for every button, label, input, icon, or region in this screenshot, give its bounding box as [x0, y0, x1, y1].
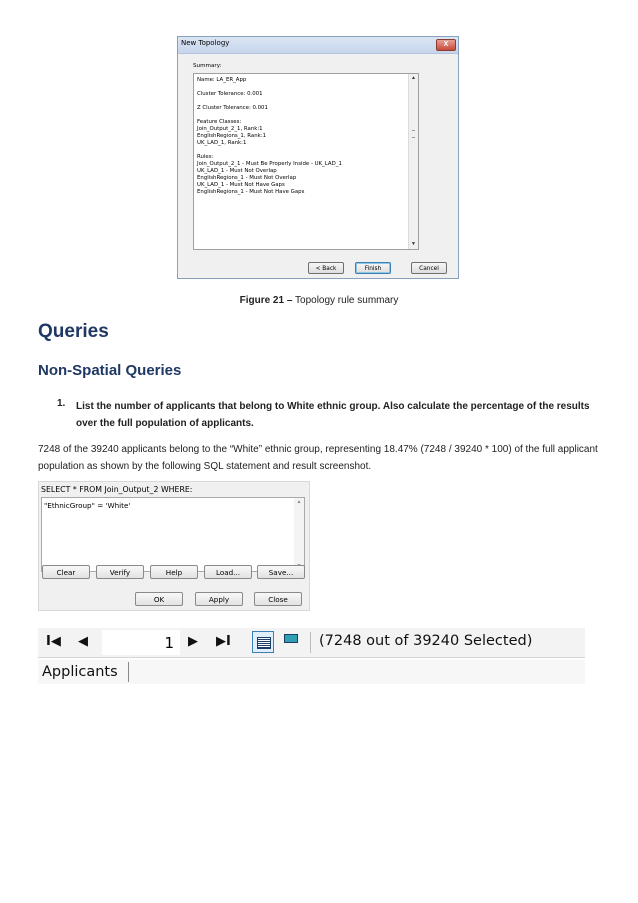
verify-button[interactable]: Verify — [96, 565, 144, 579]
table-all-icon — [257, 637, 271, 649]
summary-line: Join_Output_2_1 - Must Be Properly Inside - UK_LAD_1 — [197, 161, 342, 167]
apply-button[interactable]: Apply — [195, 592, 243, 606]
question-number: 1. — [57, 398, 66, 409]
summary-line: Cluster Tolerance: 0.001 — [197, 91, 263, 97]
summary-text — [197, 77, 403, 196]
heading-non-spatial-queries: Non-Spatial Queries — [38, 362, 182, 379]
summary-textbox[interactable] — [193, 73, 419, 250]
table-navigation-bar — [38, 628, 585, 658]
summary-line: EnglishRegions_1 - Must Not Have Gaps — [197, 189, 305, 195]
last-record-icon[interactable]: ▶I — [216, 634, 231, 649]
record-number: 1 — [164, 634, 174, 652]
query-header: SELECT * FROM Join_Output_2 WHERE: — [41, 485, 193, 494]
cancel-button[interactable]: Cancel — [411, 262, 447, 274]
first-record-icon[interactable]: I◀ — [46, 634, 61, 649]
summary-label: Summary: — [193, 63, 222, 69]
selection-count: (7248 out of 39240 Selected) — [319, 633, 533, 649]
dialog-titlebar — [178, 37, 458, 54]
finish-button[interactable]: Finish — [355, 262, 391, 274]
back-button[interactable]: < Back — [308, 262, 344, 274]
table-selected-icon — [284, 634, 298, 643]
summary-line: Feature Classes: — [197, 119, 242, 125]
help-button[interactable]: Help — [150, 565, 198, 579]
tab-divider — [128, 662, 129, 682]
question-text: List the number of applicants that belong to White ethnic group. Also calculate the percentage of the results over the full population of applicants. — [76, 401, 590, 429]
table-tab-strip — [38, 660, 585, 684]
ok-button[interactable]: OK — [135, 592, 183, 606]
summary-line: EnglishRegions_1 - Must Not Overlap — [197, 175, 297, 181]
sql-expression-input[interactable] — [41, 497, 305, 572]
scroll-down-icon[interactable]: ▼ — [411, 241, 416, 247]
tab-applicants[interactable]: Applicants — [42, 664, 118, 680]
summary-line: UK_LAD_1 - Must Not Overlap — [197, 168, 277, 174]
summary-line: EnglishRegions_1, Rank:1 — [197, 133, 266, 139]
new-topology-dialog — [177, 36, 459, 279]
summary-line: UK_LAD_1, Rank:1 — [197, 140, 247, 146]
query-scrollbar[interactable] — [294, 498, 304, 571]
summary-line: Rules: — [197, 154, 214, 160]
scroll-grip[interactable] — [412, 130, 415, 138]
show-all-records-button[interactable] — [252, 631, 274, 653]
sql-expression-text: "EthnicGroup" = 'White' — [44, 501, 131, 510]
summary-line: UK_LAD_1 - Must Not Have Gaps — [197, 182, 285, 188]
heading-queries: Queries — [38, 321, 109, 342]
summary-spacer — [197, 84, 403, 91]
load-button[interactable]: Load... — [204, 565, 252, 579]
scroll-up-icon[interactable]: ▲ — [296, 499, 302, 505]
answer-paragraph: 7248 of the 39240 applicants belong to the “White” ethnic group, representing 18.47% (7248 / 39240 * 100) of the full applicant population as shown by the following SQL statement and result screenshot. — [38, 444, 598, 472]
dialog-title: New Topology — [181, 39, 230, 47]
clear-button[interactable]: Clear — [42, 565, 90, 579]
summary-line: Join_Output_2_1, Rank:1 — [197, 126, 263, 132]
close-icon[interactable]: X — [436, 39, 456, 51]
toolbar-divider — [310, 632, 311, 653]
record-number-input[interactable] — [102, 630, 180, 655]
summary-spacer — [197, 147, 403, 154]
summary-spacer — [197, 112, 403, 119]
save-button[interactable]: Save... — [257, 565, 305, 579]
summary-line: Z Cluster Tolerance: 0.001 — [197, 105, 268, 111]
select-by-attributes-dialog — [38, 481, 310, 611]
scroll-up-icon[interactable]: ▲ — [411, 75, 416, 81]
close-button[interactable]: Close — [254, 592, 302, 606]
caption-number: Figure 21 – — [239, 295, 293, 306]
next-record-icon[interactable]: ▶ — [188, 634, 198, 649]
summary-line: Name: LA_ER_App — [197, 77, 247, 83]
figure-caption — [0, 295, 638, 306]
show-selected-records-button[interactable] — [280, 631, 302, 653]
summary-spacer — [197, 98, 403, 105]
previous-record-icon[interactable]: ◀ — [78, 634, 88, 649]
summary-scrollbar[interactable] — [408, 74, 418, 249]
caption-text: Topology rule summary — [292, 295, 399, 306]
